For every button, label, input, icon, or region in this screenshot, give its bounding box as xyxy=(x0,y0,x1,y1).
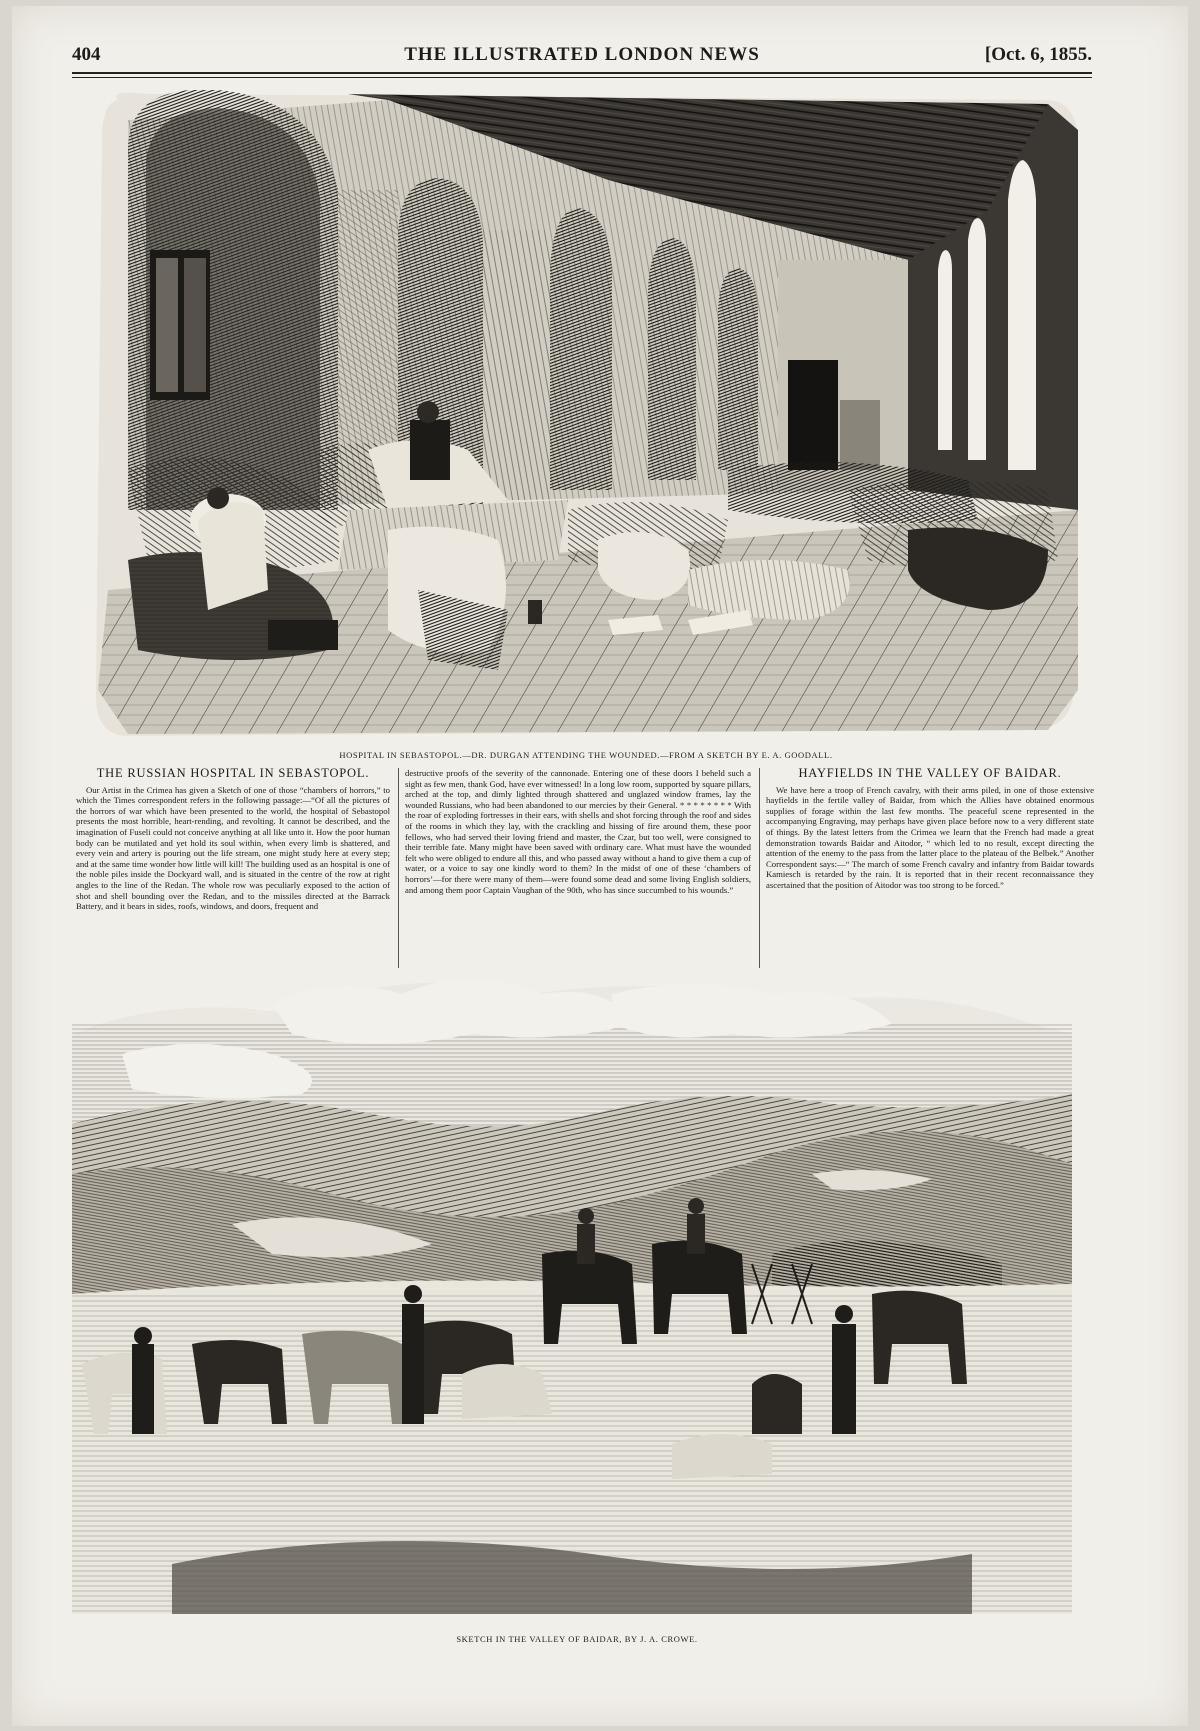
article-hayfields-text: We have here a troop of French cavalry, with their arms piled, in one of those extensive hayfields in the fertile valley of Baidar, from which the Allies have obtained enormous supplies of forage within the last few months. The peaceful scene represented in the accompanying Engraving, may perhaps have given place before now to a very different state of things. By the latest letters from the Crimea we learn that the French had made a great demonstration towards Baidar and Aitodor, “ which led to no result, except directing the attention of the enemy to the pass from the latter place to the plateau of the Belbek.” Another Correspondent says:—“ The march of some French cavalry and infantry from Baidar towards Kamiesch is retarded by the rain. It is reported that in their recent reconnaissance they ascertained that the position of Aitodor was too strong to be forced.” xyxy=(766,784,1094,890)
column-divider xyxy=(398,768,399,968)
header-rule xyxy=(72,72,1092,74)
article-hospital-col2 xyxy=(405,768,751,968)
article-hospital-text-2: destructive proofs of the severity of the cannonade. Entering one of these doors I beheld such a sight as few men, thank God, have ever witnessed! In a long low room, supported by square pillars, arched at the top, and dimly lighted through shattered and unglazed window frames, lay the wounded Russians, who had been abandoned to our mercies by their General. * * * * * * * * With the roar of exploding fortresses in their ears, with shells and shot forcing through the roof and sides of the rooms in which they lay, with the crackling and hissing of fire around them, these poor fellows, who had served their loving friend and master, the Czar, but too well, were consigned to their terrible fate. Many might have been saved with ordinary care. What must have the wounded felt who were obliged to endure all this, and who passed away without a hand to give them a cup of water, or a voice to say one kindly word to them? In the midst of one of these ‘chambers of horrors’—for there were many of them—were found some dead and some living English soldiers, and among them poor Captain Vaughan of the 90th, who has since succumbed to his wounds.” xyxy=(405,768,751,895)
article-hayfields-heading: HAYFIELDS IN THE VALLEY OF BAIDAR. xyxy=(798,768,1062,780)
article-hayfields xyxy=(766,768,1094,968)
hospital-engraving xyxy=(88,90,1084,740)
header-rule-thin xyxy=(72,77,1092,78)
column-divider xyxy=(759,768,760,968)
hospital-caption: HOSPITAL IN SEBASTOPOL.—DR. DURGAN ATTENDING THE WOUNDED.—FROM A SKETCH BY E. A. GOODALL. xyxy=(339,750,833,760)
page-header xyxy=(72,44,1092,70)
baidar-caption: SKETCH IN THE VALLEY OF BAIDAR, BY J. A. CROWE. xyxy=(456,1634,698,1644)
article-hospital-text-1: Our Artist in the Crimea has given a Sketch of one of those “chambers of horrors,” to which the Times correspondent refers in the following passage:—“Of all the pictures of the horrors of war which have been presented to the world, the hospital of Sebastopol presents the most horrible, heart-rending, and revolting. It cannot be described, and the imagination of Fuseli could not conceive anything at all like unto it. How the poor human body can be mutilated and yet hold its soul within, when every limb is shattered, and every vein and artery is pouring out the life stream, one might study here at every step; and at the same time wonder how little will kill! The building used as an hospital is one of the noble piles inside the Dockyard wall, and is situated in the centre of the row at right angles to the line of the Redan. The whole row was peculiarly exposed to the action of shot and shell bounding over the Redan, and to the missiles directed at the Barrack Battery, and it bears in sides, roofs, windows, and doors, frequent and xyxy=(76,784,390,912)
issue-date: [Oct. 6, 1855. xyxy=(984,44,1092,65)
publication-title: THE ILLUSTRATED LONDON NEWS xyxy=(404,44,760,65)
baidar-valley-engraving xyxy=(72,964,1082,1624)
article-hospital-col1 xyxy=(76,768,390,968)
page-number: 404 xyxy=(72,44,101,65)
article-hospital-heading: THE RUSSIAN HOSPITAL IN SEBASTOPOL. xyxy=(96,768,370,780)
